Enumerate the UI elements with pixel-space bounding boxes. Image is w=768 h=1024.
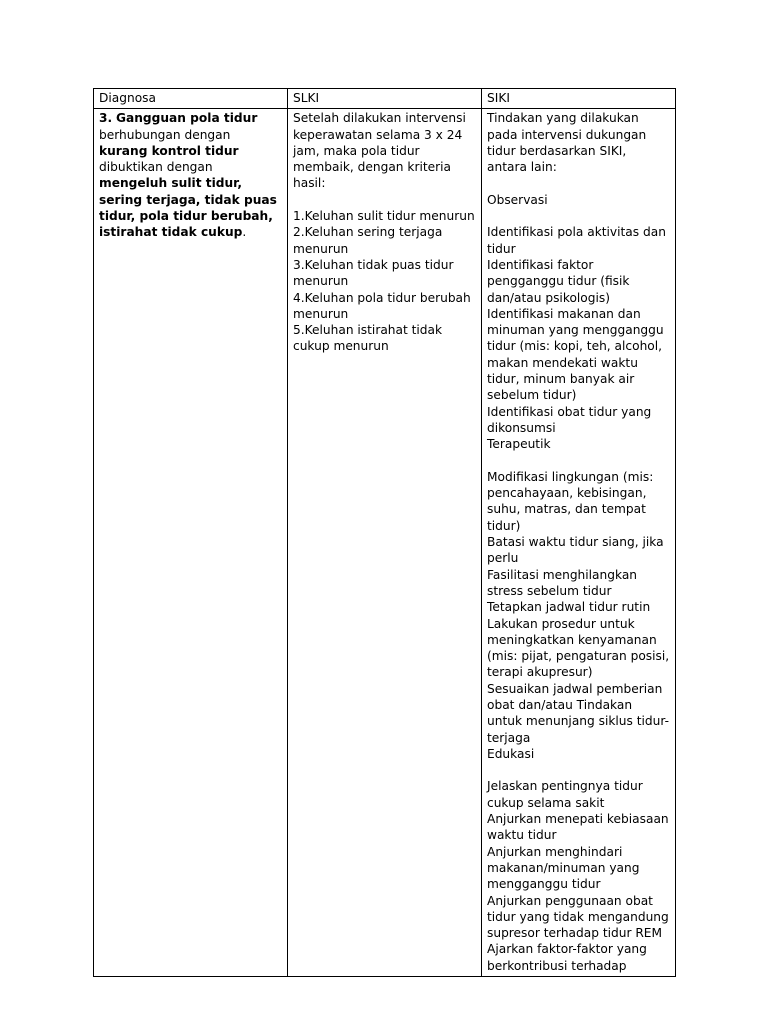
slki-criterion: 1.Keluhan sulit tidur menurun (293, 209, 475, 224)
spacer (293, 192, 476, 208)
header-diagnosa: Diagnosa (94, 89, 288, 109)
observasi-item: Identifikasi faktor pengganggu tidur (fisik dan/atau psikologis) (487, 257, 630, 305)
terapeutik-item: Sesuaikan jadwal pemberian obat dan/atau Tindakan untuk menunjang siklus tidur-terjaga (487, 681, 669, 745)
header-siki: SIKI (482, 89, 676, 109)
edukasi-item: Anjurkan menepati kebiasaan waktu tidur (487, 812, 669, 843)
slki-criteria-list (293, 208, 476, 355)
slki-criterion: 5.Keluhan istirahat tidak cukup menurun (293, 323, 443, 354)
observasi-item: Identifikasi obat tidur yang dikonsumsi (487, 404, 652, 435)
slki-criterion: 3.Keluhan tidak puas tidur menurun (293, 257, 454, 289)
edukasi-item: Jelaskan pentingnya tidur cukup selama sakit (487, 779, 643, 810)
diagnosa-text-2: dibuktikan dengan (99, 160, 213, 175)
slki-cell (288, 109, 482, 977)
diagnosa-text-1: berhubungan dengan (99, 127, 231, 142)
terapeutik-item: Modifikasi lingkungan (mis: pencahayaan, kebisingan, suhu, matras, dan tempat tidur) (487, 469, 654, 533)
observasi-list (487, 224, 670, 436)
nursing-care-table (93, 88, 676, 977)
siki-cell (482, 109, 676, 977)
terapeutik-item: Lakukan prosedur untuk meningkatkan kenyamanan (mis: pijat, pengaturan posisi, terapi akupresur) (487, 616, 670, 680)
slki-criterion: 2.Keluhan sering terjaga menurun (293, 225, 443, 256)
edukasi-label: Edukasi (487, 746, 535, 761)
spacer (487, 175, 670, 191)
edukasi-list (487, 778, 670, 974)
observasi-label: Observasi (487, 192, 548, 207)
diagnosa-bold-1: kurang kontrol tidur (99, 143, 239, 158)
edukasi-item: Ajarkan faktor-faktor yang berkontribusi terhadap (487, 942, 647, 973)
diagnosa-bold-2: mengeluh sulit tidur, sering terjaga, tidak puas tidur, pola tidur berubah, istirahat tidak cukup (99, 176, 277, 240)
diagnosa-end: . (242, 225, 247, 240)
diagnosa-title: Gangguan pola tidur (116, 111, 258, 126)
header-slki: SLKI (288, 89, 482, 109)
terapeutik-item: Fasilitasi menghilangkan stress sebelum tidur (487, 567, 638, 598)
slki-intro: Setelah dilakukan intervensi keperawatan selama 3 x 24 jam, maka pola tidur membaik, dengan kriteria hasil: (293, 111, 466, 191)
terapeutik-item: Batasi waktu tidur siang, jika perlu (487, 535, 664, 566)
terapeutik-item: Tetapkan jadwal tidur rutin (487, 600, 651, 615)
spacer (487, 208, 670, 224)
table-row (94, 109, 676, 977)
terapeutik-label: Terapeutik (487, 437, 551, 452)
edukasi-item: Anjurkan menghindari makanan/minuman yang mengganggu tidur (487, 844, 640, 892)
spacer (487, 453, 670, 469)
terapeutik-list (487, 469, 670, 746)
diagnosa-number: 3. (99, 111, 113, 126)
table-header-row (94, 89, 676, 109)
observasi-item: Identifikasi pola aktivitas dan tidur (487, 225, 666, 256)
observasi-item: Identifikasi makanan dan minuman yang mengganggu tidur (mis: kopi, teh, alcohol, makan mendekati waktu tidur, minum banyak air sebelum tidur) (487, 306, 664, 403)
siki-intro: Tindakan yang dilakukan pada intervensi dukungan tidur berdasarkan SIKI, antara lain: (487, 111, 647, 175)
spacer (487, 762, 670, 778)
diagnosa-cell (94, 109, 288, 977)
slki-criterion: 4.Keluhan pola tidur berubah menurun (293, 290, 471, 321)
edukasi-item: Anjurkan penggunaan obat tidur yang tidak mengandung supresor terhadap tidur REM (487, 893, 669, 941)
